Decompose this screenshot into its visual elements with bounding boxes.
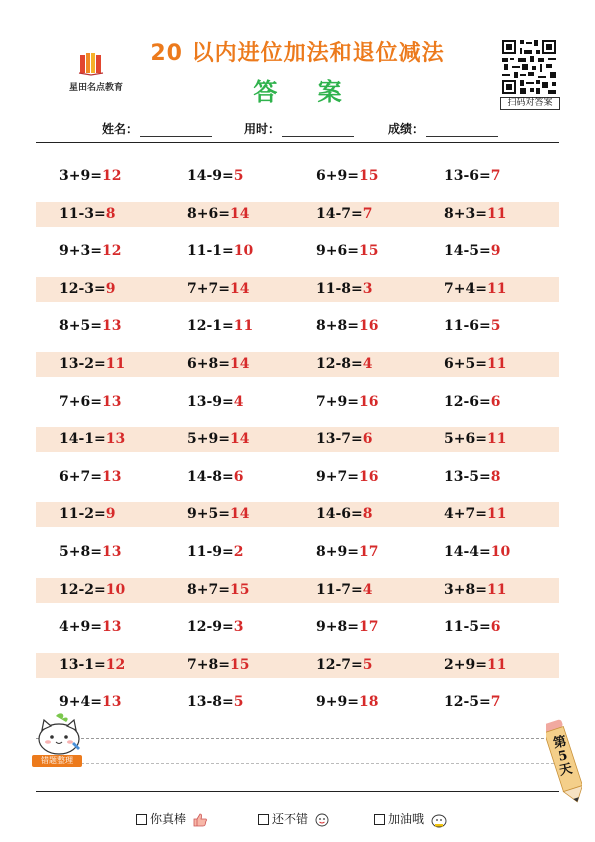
problem-answer: 14 bbox=[229, 280, 250, 297]
mistakes-box[interactable] bbox=[36, 738, 559, 792]
problem-cell bbox=[187, 582, 249, 598]
problem-expression: 14-6= bbox=[316, 506, 363, 523]
problem-cell bbox=[444, 243, 501, 259]
problem-answer: 2 bbox=[233, 544, 244, 560]
footer-option-good[interactable] bbox=[258, 810, 330, 827]
problem-answer: 17 bbox=[358, 619, 379, 636]
problem-cell bbox=[444, 281, 506, 297]
problem-answer: 11 bbox=[486, 205, 507, 222]
problem-expression: 14-9= bbox=[187, 168, 234, 184]
name-field[interactable] bbox=[102, 120, 212, 137]
problem-row bbox=[36, 427, 559, 452]
problem-expression: 6+7= bbox=[59, 468, 102, 485]
problem-expression: 11-2= bbox=[59, 506, 106, 523]
problem-cell bbox=[316, 657, 373, 673]
problem-cell bbox=[444, 206, 506, 222]
logo-text: 星田名点教育 bbox=[68, 83, 123, 93]
problem-cell bbox=[187, 281, 249, 297]
checkbox-good[interactable] bbox=[258, 814, 269, 825]
smile-face-icon bbox=[314, 813, 330, 827]
problem-cell bbox=[316, 394, 378, 410]
problem-expression: 11-6= bbox=[444, 318, 491, 335]
problem-expression: 9+4= bbox=[59, 694, 102, 711]
problem-expression: 5+9= bbox=[187, 431, 230, 448]
problem-expression: 3+8= bbox=[444, 581, 487, 598]
problem-cell bbox=[59, 619, 121, 635]
problem-answer: 10 bbox=[105, 581, 126, 598]
problem-expression: 5+6= bbox=[444, 431, 487, 448]
problem-cell bbox=[316, 582, 373, 598]
problem-answer: 6 bbox=[490, 393, 501, 410]
problem-row bbox=[36, 540, 559, 565]
problem-expression: 8+9= bbox=[316, 544, 359, 560]
problem-expression: 7+8= bbox=[187, 656, 230, 673]
problem-cell bbox=[59, 281, 116, 297]
problem-row bbox=[36, 239, 559, 264]
problem-cell bbox=[59, 657, 125, 673]
problem-expression: 7+7= bbox=[187, 280, 230, 297]
problem-expression: 7+4= bbox=[444, 280, 487, 297]
problem-answer: 9 bbox=[105, 506, 116, 523]
checkbox-keep-going[interactable] bbox=[374, 814, 385, 825]
page-subtitle: 答 案 bbox=[253, 78, 358, 106]
score-blank[interactable] bbox=[426, 126, 498, 137]
problem-answer: 7 bbox=[490, 168, 501, 184]
problem-expression: 13-2= bbox=[59, 356, 106, 372]
problem-expression: 12-2= bbox=[59, 581, 106, 598]
problem-expression: 12-7= bbox=[316, 656, 363, 673]
footer-option-keep-going[interactable] bbox=[374, 810, 448, 828]
problem-expression: 8+5= bbox=[59, 318, 102, 335]
time-label: 用时： bbox=[244, 122, 281, 136]
checkbox-great[interactable] bbox=[136, 814, 147, 825]
problem-expression: 14-4= bbox=[444, 544, 491, 560]
problem-expression: 9+9= bbox=[316, 694, 359, 711]
problem-row bbox=[36, 690, 559, 715]
problem-answer: 3 bbox=[233, 619, 244, 636]
problem-cell bbox=[444, 657, 506, 673]
problem-answer: 16 bbox=[358, 318, 379, 335]
problem-cell bbox=[444, 619, 501, 635]
problem-cell bbox=[59, 506, 116, 522]
problem-row bbox=[36, 578, 559, 603]
problem-cell bbox=[59, 582, 125, 598]
score-label: 成绩： bbox=[388, 122, 425, 136]
problem-answer: 6 bbox=[362, 431, 373, 448]
problem-cell bbox=[59, 318, 121, 334]
problem-expression: 13-7= bbox=[316, 431, 363, 448]
problem-cell bbox=[59, 356, 125, 372]
problem-answer: 8 bbox=[490, 468, 501, 485]
problem-expression: 9+6= bbox=[316, 243, 359, 260]
problem-expression: 14-7= bbox=[316, 205, 363, 222]
problem-row bbox=[36, 653, 559, 678]
problem-cell bbox=[59, 469, 121, 485]
problem-expression: 11-3= bbox=[59, 205, 106, 222]
problem-cell bbox=[187, 506, 249, 522]
problem-cell bbox=[187, 394, 244, 410]
problem-cell bbox=[59, 431, 125, 447]
problem-cell bbox=[59, 694, 121, 710]
problem-cell bbox=[316, 619, 378, 635]
problem-answer: 6 bbox=[233, 468, 244, 485]
problem-cell bbox=[187, 206, 249, 222]
problem-expression: 11-9= bbox=[187, 544, 234, 560]
problem-answer: 13 bbox=[101, 393, 122, 410]
problem-answer: 15 bbox=[358, 243, 379, 260]
problem-expression: 12-5= bbox=[444, 694, 491, 711]
problem-cell bbox=[444, 544, 510, 560]
problem-answer: 5 bbox=[362, 656, 373, 673]
problem-answer: 7 bbox=[362, 205, 373, 222]
problem-expression: 11-7= bbox=[316, 581, 363, 598]
problem-expression: 9+7= bbox=[316, 468, 359, 485]
problem-answer: 14 bbox=[229, 431, 250, 448]
problem-answer: 11 bbox=[486, 506, 507, 523]
problem-cell bbox=[444, 694, 501, 710]
problem-answer: 13 bbox=[101, 544, 122, 560]
problem-answer: 11 bbox=[486, 656, 507, 673]
problem-answer: 16 bbox=[358, 393, 379, 410]
cat-mascot-icon bbox=[34, 712, 84, 758]
problem-cell bbox=[187, 318, 253, 334]
problem-cell bbox=[444, 431, 506, 447]
problem-expression: 9+8= bbox=[316, 619, 359, 636]
problem-answer: 8 bbox=[105, 205, 116, 222]
problem-answer: 15 bbox=[229, 656, 250, 673]
problem-cell bbox=[316, 206, 373, 222]
problem-cell bbox=[316, 469, 378, 485]
problem-cell bbox=[59, 544, 121, 560]
problem-row bbox=[36, 314, 559, 339]
problem-cell bbox=[187, 657, 249, 673]
problem-cell bbox=[187, 694, 244, 710]
problem-expression: 13-8= bbox=[187, 694, 234, 711]
problem-answer: 12 bbox=[105, 656, 126, 673]
problem-cell bbox=[316, 431, 373, 447]
problem-cell bbox=[316, 356, 373, 372]
problem-answer: 10 bbox=[233, 243, 254, 260]
problem-expression: 7+6= bbox=[59, 393, 102, 410]
problem-expression: 11-8= bbox=[316, 280, 363, 297]
problem-expression: 8+8= bbox=[316, 318, 359, 335]
problem-answer: 4 bbox=[233, 393, 244, 410]
page-title: 20 以内进位加法和退位减法 bbox=[150, 41, 445, 66]
problem-answer: 16 bbox=[358, 468, 379, 485]
problem-answer: 11 bbox=[486, 280, 507, 297]
problem-cell bbox=[316, 694, 378, 710]
problem-expression: 3+9= bbox=[59, 168, 102, 184]
problem-cell bbox=[444, 582, 506, 598]
problem-expression: 14-5= bbox=[444, 243, 491, 260]
problem-cell bbox=[187, 619, 244, 635]
problem-expression: 8+7= bbox=[187, 581, 230, 598]
mistakes-label: 错题整理 bbox=[32, 755, 82, 767]
problem-expression: 14-1= bbox=[59, 431, 106, 448]
footer-option-great[interactable] bbox=[136, 810, 208, 827]
problem-expression: 12-9= bbox=[187, 619, 234, 636]
problem-cell bbox=[316, 544, 378, 560]
day-label: 第5天 bbox=[552, 734, 574, 779]
problem-expression: 14-8= bbox=[187, 468, 234, 485]
problem-expression: 6+8= bbox=[187, 356, 230, 372]
problem-expression: 11-5= bbox=[444, 619, 491, 636]
problem-cell bbox=[316, 318, 378, 334]
problem-cell bbox=[444, 469, 501, 485]
name-blank[interactable] bbox=[140, 126, 212, 137]
problem-answer: 13 bbox=[101, 318, 122, 335]
problem-cell bbox=[187, 431, 249, 447]
problem-answer: 4 bbox=[362, 356, 373, 372]
time-blank[interactable] bbox=[282, 126, 354, 137]
problem-answer: 12 bbox=[101, 243, 122, 260]
problem-answer: 11 bbox=[486, 356, 507, 372]
problem-expression: 8+6= bbox=[187, 205, 230, 222]
problem-expression: 5+8= bbox=[59, 544, 102, 560]
problem-answer: 13 bbox=[101, 694, 122, 711]
problem-cell bbox=[444, 168, 501, 184]
problem-answer: 4 bbox=[362, 581, 373, 598]
problem-cell bbox=[59, 206, 116, 222]
problem-expression: 4+9= bbox=[59, 619, 102, 636]
problem-answer: 15 bbox=[358, 168, 379, 184]
problem-answer: 9 bbox=[105, 280, 116, 297]
problem-answer: 17 bbox=[358, 544, 379, 560]
qr-code-icon[interactable] bbox=[500, 38, 558, 96]
problem-expression: 13-1= bbox=[59, 656, 106, 673]
problem-cell bbox=[187, 243, 253, 259]
problem-row bbox=[36, 164, 559, 189]
problem-answer: 7 bbox=[490, 694, 501, 711]
problem-row bbox=[36, 615, 559, 640]
problem-expression: 6+9= bbox=[316, 168, 359, 184]
problem-expression: 13-9= bbox=[187, 393, 234, 410]
header-divider bbox=[36, 142, 559, 143]
footer-option-good-label: 还不错 bbox=[272, 812, 309, 826]
time-field[interactable] bbox=[244, 120, 354, 137]
mistakes-line bbox=[36, 763, 559, 764]
problem-cell bbox=[444, 394, 501, 410]
footer-option-great-label: 你真棒 bbox=[150, 812, 187, 826]
problem-answer: 5 bbox=[490, 318, 501, 335]
problem-cell bbox=[316, 506, 373, 522]
problem-answer: 8 bbox=[362, 506, 373, 523]
problem-expression: 12-3= bbox=[59, 280, 106, 297]
problem-answer: 14 bbox=[229, 506, 250, 523]
problem-expression: 12-8= bbox=[316, 356, 363, 372]
problem-cell bbox=[59, 168, 121, 184]
problem-answer: 14 bbox=[229, 356, 250, 372]
problem-cell bbox=[187, 356, 249, 372]
problem-answer: 6 bbox=[490, 619, 501, 636]
problem-answer: 18 bbox=[358, 694, 379, 711]
problem-expression: 13-5= bbox=[444, 468, 491, 485]
problem-cell bbox=[444, 356, 506, 372]
problem-cell bbox=[316, 281, 373, 297]
problem-answer: 11 bbox=[105, 356, 126, 372]
problem-answer: 10 bbox=[490, 544, 511, 560]
problem-cell bbox=[444, 318, 501, 334]
problem-answer: 14 bbox=[229, 205, 250, 222]
problem-answer: 9 bbox=[490, 243, 501, 260]
problem-cell bbox=[187, 469, 244, 485]
problem-answer: 13 bbox=[105, 431, 126, 448]
problem-cell bbox=[187, 168, 244, 184]
problem-row bbox=[36, 202, 559, 227]
problem-expression: 13-6= bbox=[444, 168, 491, 184]
problem-expression: 9+5= bbox=[187, 506, 230, 523]
problem-answer: 5 bbox=[233, 694, 244, 711]
problem-expression: 8+3= bbox=[444, 205, 487, 222]
problem-cell bbox=[316, 168, 378, 184]
problem-answer: 13 bbox=[101, 468, 122, 485]
problem-expression: 6+5= bbox=[444, 356, 487, 372]
problem-row bbox=[36, 390, 559, 415]
problem-answer: 13 bbox=[101, 619, 122, 636]
problem-row bbox=[36, 277, 559, 302]
problem-answer: 11 bbox=[486, 581, 507, 598]
problem-answer: 15 bbox=[229, 581, 250, 598]
problem-answer: 12 bbox=[101, 168, 122, 184]
problem-expression: 7+9= bbox=[316, 393, 359, 410]
score-field[interactable] bbox=[388, 120, 498, 137]
problem-answer: 11 bbox=[486, 431, 507, 448]
qr-caption: 扫码对答案 bbox=[500, 97, 560, 110]
problem-cell bbox=[59, 243, 121, 259]
problem-answer: 5 bbox=[233, 168, 244, 184]
problem-expression: 2+9= bbox=[444, 656, 487, 673]
problem-row bbox=[36, 465, 559, 490]
problem-answer: 3 bbox=[362, 280, 373, 297]
problem-cell bbox=[187, 544, 244, 560]
thumbs-up-icon bbox=[192, 813, 208, 827]
problem-cell bbox=[444, 506, 506, 522]
problem-expression: 12-6= bbox=[444, 393, 491, 410]
footer-option-keep-going-label: 加油哦 bbox=[388, 812, 425, 826]
problem-expression: 4+7= bbox=[444, 506, 487, 523]
problem-expression: 12-1= bbox=[187, 318, 234, 335]
problem-row bbox=[36, 502, 559, 527]
problem-row bbox=[36, 352, 559, 377]
problem-expression: 9+3= bbox=[59, 243, 102, 260]
problem-cell bbox=[316, 243, 378, 259]
problem-answer: 11 bbox=[233, 318, 254, 335]
problem-cell bbox=[59, 394, 121, 410]
problem-expression: 11-1= bbox=[187, 243, 234, 260]
name-label: 姓名： bbox=[102, 122, 139, 136]
cheer-mascot-icon bbox=[430, 812, 448, 828]
